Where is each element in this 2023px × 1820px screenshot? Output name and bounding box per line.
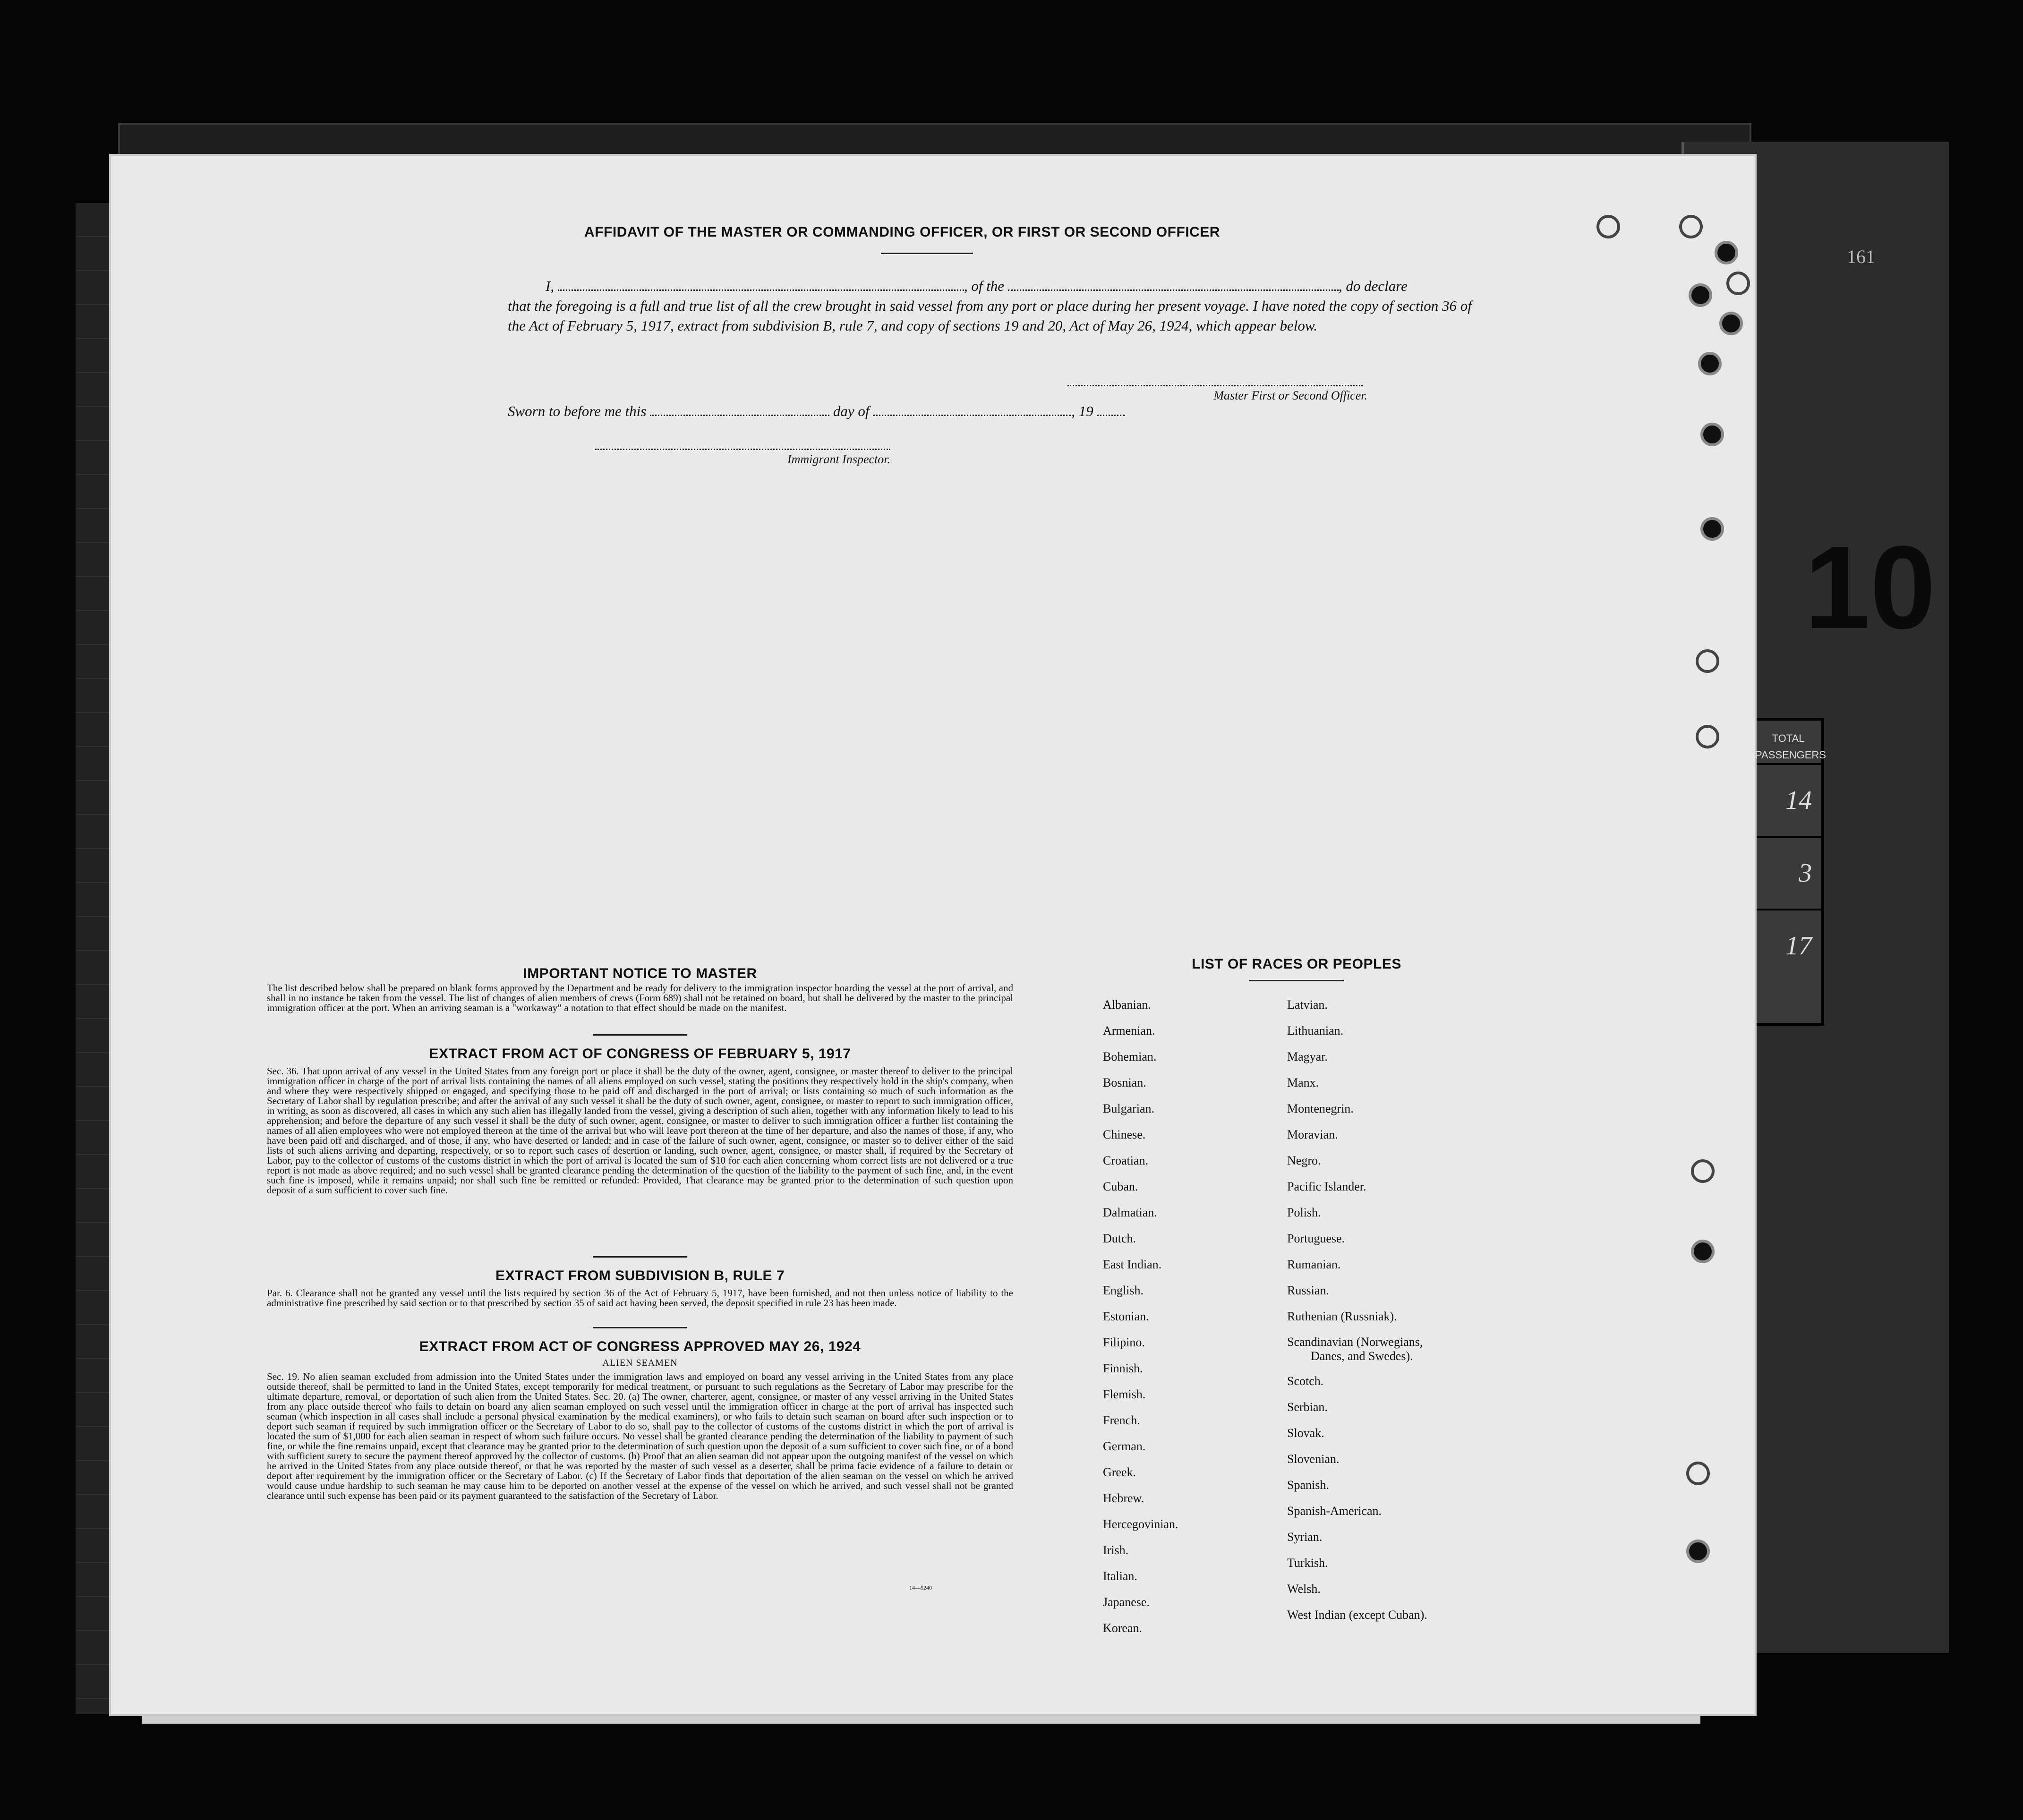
race-item: Hercegovinian. [1103,1517,1178,1531]
race-item: Spanish-American. [1287,1504,1382,1518]
race-item: Pacific Islander. [1287,1180,1366,1193]
sworn-year-blank [1097,402,1125,416]
page-number: 161 [1847,246,1875,267]
races-left-column [1103,992,1178,1641]
sworn-year-prefix: , 19 [1071,403,1093,419]
total-value-1: 14 [1755,763,1821,836]
master-name-blank [558,277,964,291]
punch-hole-icon [1715,241,1738,264]
total-passengers-header: TOTAL PASSENGERS [1755,732,1826,761]
punch-hole-icon [1691,1240,1715,1263]
race-item: Moravian. [1287,1128,1338,1141]
extract-1924-title: EXTRACT FROM ACT OF CONGRESS APPROVED MAY 26, 1924 [419,1339,861,1354]
extract-rule7-title: EXTRACT FROM SUBDIVISION B, RULE 7 [495,1268,785,1284]
inspector-signature-line [595,449,890,450]
race-item: Dutch. [1103,1232,1136,1245]
affidavit-declaration [508,276,1509,336]
title-rule [881,253,973,254]
affidavit-first-line [508,276,1509,296]
margin-handwritten-mark: 10 [1804,521,1936,653]
punch-hole-icon [1700,517,1724,541]
race-item: Albanian. [1103,998,1151,1012]
total-value-3: 17 [1755,909,1821,981]
race-item: Bulgarian. [1103,1102,1155,1115]
master-signature-label: Master First or Second Officer. [1213,389,1367,402]
race-item: Scandinavian (Norwegians, [1287,1335,1423,1349]
race-item: Latvian. [1287,998,1328,1012]
race-item: Lithuanian. [1287,1024,1344,1038]
affidavit-title: AFFIDAVIT OF THE MASTER OR COMMANDING OFFICER, OR FIRST OR SECOND OFFICER [584,224,1220,240]
race-item: Hebrew. [1103,1491,1144,1505]
total-passengers-box [1752,718,1824,1026]
vessel-name-blank [1008,277,1339,291]
punch-hole-icon [1596,215,1620,238]
affidavit-i-label: I, [546,278,555,294]
race-item: Filipino. [1103,1335,1145,1349]
race-item: Syrian. [1287,1530,1323,1544]
notice-text: The list described below shall be prepared on blank forms approved by the Department and be ready for delivery to the immigration inspector boarding the vessel at the port of arrival, and shall in no instance be taken from the vessel. The list of changes of alien members of crews (Form 689) shall not be retained on board, but shall be delivered by the master to the principal immigration officer at the port. When an arriving seaman is a "workaway" a notation to that effect should be made on the manifest. [267,982,1013,1013]
race-item: Turkish. [1287,1556,1328,1570]
race-item: Danes, and Swedes). [1311,1349,1413,1363]
races-right-column [1287,992,1427,1628]
race-item: Negro. [1287,1154,1321,1167]
sworn-prefix: Sworn to before me this [508,403,647,419]
extract-1917-text: Sec. 36. That upon arrival of any vessel in the United States from any foreign port or place it shall be the duty of the owner, agent, consignee, or master thereof to deliver to the principal immigration officer in charge of the port of arrival lists containing the names of all aliens employed on such vessel, stating the positions they respectively hold in the ship's company, when and where they were respectively shipped or engaged, and specifying those to be paid off and discharged in the port of arrival; or lists containing so much of such information as the Secretary of Labor shall by regulation prescribe; and after the arrival of any such vessel it shall be the duty of such owner, agent, consignee, or master to report to such immigration officer, in writing, as soon as discovered, all cases in which any such alien has illegally landed from the vessel, giving a description of such alien, together with any information likely to lead to his apprehension; and before the departure of any such vessel it shall be the duty of such owner, agent, consignee, or master to deliver to such immigration officer a further list containing the names of all alien employees who were not employed thereon at the time of the arrival but who will leave port thereon at the time of her departure, and also the names of those, if any, who have been paid off and discharged, and of those, if any, who have deserted or landed; and in case of the failure of such owner, agent, consignee, or master so to deliver either of the said lists of such aliens arriving and departing, respectively, or so to report such cases of desertion or landing, such owner, agent, consignee, or master shall, if required by the Secretary of Labor, pay to the collector of customs of the customs district in which the port of arrival is located the sum of $10 for each alien concerning whom correct lists are not delivered or a true report is not made as above required; and no such vessel shall be granted clearance pending the determination of the question of the liability to the payment of such fine, and, in the event such fine is imposed, while it remains unpaid; nor shall such fine be remitted or refunded: Provided, That clearance may be granted prior to the determination of such question upon deposit of a sum sufficient to cover such fine. [267,1065,1013,1196]
race-item: Scotch. [1287,1374,1324,1388]
race-item: Ruthenian (Russniak). [1287,1310,1397,1323]
race-item: East Indian. [1103,1258,1162,1271]
race-item: Rumanian. [1287,1258,1341,1271]
race-item: Serbian. [1287,1400,1328,1414]
race-item: Italian. [1103,1569,1137,1583]
punch-hole-icon [1686,1462,1710,1485]
race-item: German. [1103,1439,1146,1453]
race-item: Russian. [1287,1284,1329,1297]
race-item: French. [1103,1413,1140,1427]
race-item: Finnish. [1103,1361,1143,1375]
punch-hole-icon [1726,272,1750,295]
race-item: Dalmatian. [1103,1206,1157,1219]
race-item: Armenian. [1103,1024,1155,1038]
sworn-day-blank [650,402,829,416]
extract-1924-subtitle: ALIEN SEAMEN [602,1358,678,1368]
race-item: Japanese. [1103,1595,1150,1609]
affidavit-of-label: , of the [964,278,1005,294]
sworn-statement [508,401,1125,421]
section-rule [593,1034,687,1036]
race-item: Slovenian. [1287,1452,1340,1466]
section-rule [593,1327,687,1328]
races-title: LIST OF RACES OR PEOPLES [1192,956,1401,972]
race-item: Korean. [1103,1621,1143,1635]
race-item: Bosnian. [1103,1076,1146,1089]
race-item: Magyar. [1287,1050,1328,1063]
race-item: Chinese. [1103,1128,1146,1141]
extract-rule7-text: Par. 6. Clearance shall not be granted any vessel until the lists required by section 36 of the Act of February 5, 1917, have been furnished, and not then unless notice of liability to the administrative fine prescribed by said section or to that prescribed by section 35 of said act having been served, the deposit specified in rule 23 has been made. [267,1287,1013,1309]
punch-hole-icon [1686,1539,1710,1563]
race-item: Cuban. [1103,1180,1138,1193]
punch-hole-icon [1696,649,1719,673]
races-title-rule [1249,980,1344,981]
race-item: Montenegrin. [1287,1102,1354,1115]
race-item: Croatian. [1103,1154,1149,1167]
sworn-month-blank [873,402,1071,416]
race-item: West Indian (except Cuban). [1287,1608,1427,1622]
form-code: 14—5240 [909,1584,932,1591]
race-item: Bohemian. [1103,1050,1157,1063]
punch-hole-icon [1691,1159,1715,1183]
punch-hole-icon [1698,352,1722,375]
race-item: Welsh. [1287,1582,1321,1596]
race-item: English. [1103,1284,1144,1297]
punch-hole-icon [1719,312,1743,335]
total-value-2: 3 [1755,836,1821,909]
sworn-day-of: day of [833,403,870,419]
punch-hole-icon [1689,283,1712,307]
affidavit-body: that the foregoing is a full and true list of all the crew brought in said vessel from any port or place during her present voyage. I have noted the copy of section 36 of the Act of February 5, 1917, extract from subdivision B, rule 7, and copy of sections 19 and 20, Act of May 26, 1924, which appear below. [508,298,1472,334]
punch-hole-icon [1696,725,1719,748]
extract-1917-title: EXTRACT FROM ACT OF CONGRESS OF FEBRUARY 5, 1917 [429,1046,851,1062]
race-item: Estonian. [1103,1310,1149,1323]
master-signature-line [1067,385,1363,386]
extract-1924-text: Sec. 19. No alien seaman excluded from admission into the United States under the immigration laws and employed on board any vessel arriving in the United States from any place outside thereof, shall be permitted to land in the United States, except temporarily for medical treatment, or pursuant to such regulations as the Secretary of Labor may prescribe for the ultimate departure, removal, or deportation of such alien from the United States. Sec. 20. (a) The owner, charterer, agent, consignee, or master of any vessel arriving in the United States from any place outside thereof who fails to detain on board any alien seaman employed on such vessel until the immigration officer in charge at the port of arrival has inspected such seaman (which inspection in all cases shall include a personal physical examination by the medical examiners), or who fails to detain such seaman on board after such inspection or to deport such seaman if required by such immigration officer or the Secretary of Labor to do so, shall pay to the collector of customs of the customs district in which the port of arrival is located the sum of $1,000 for each alien seaman in respect of whom such failure occurs. No vessel shall be granted clearance pending the determination of the liability to payment of such fine, or while the fine remains unpaid, except that clearance may be granted prior to the determination of such question upon the deposit of a sum sufficient to cover such fine, or of a bond with sufficient surety to secure the payment thereof approved by the collector of customs. (b) Proof that an alien seaman did not appear upon the outgoing manifest of the vessel on which he arrived in the United States from any place outside thereof, or that he was reported by the master of such vessel as a deserter, shall be prima facie evidence of a failure to detain or deport after requirement by the immigration officer or the Secretary of Labor. (c) If the Secretary of Labor finds that deportation of the alien seaman on the vessel on which he arrived would cause undue hardship to such seaman he may cause him to be deported on another vessel at the expense of the vessel on which he arrived, and such vessel shall not be granted clearance until such expense has been paid or its payment guaranteed to the satisfaction of the Secretary of Labor. [267,1371,1013,1501]
race-item: Polish. [1287,1206,1321,1219]
punch-hole-icon [1700,423,1724,446]
race-item: Spanish. [1287,1478,1329,1492]
race-item: Manx. [1287,1076,1319,1089]
race-item: Irish. [1103,1543,1129,1557]
race-item: Portuguese. [1287,1232,1345,1245]
affidavit-form-page [111,156,1755,1714]
affidavit-declare-label: , do declare [1338,278,1408,294]
race-item: Flemish. [1103,1387,1146,1401]
race-item: Slovak. [1287,1426,1324,1440]
section-rule [593,1256,687,1258]
race-item: Greek. [1103,1465,1136,1479]
inspector-signature-label: Immigrant Inspector. [787,452,890,466]
notice-title: IMPORTANT NOTICE TO MASTER [523,966,757,981]
punch-hole-icon [1679,215,1703,238]
